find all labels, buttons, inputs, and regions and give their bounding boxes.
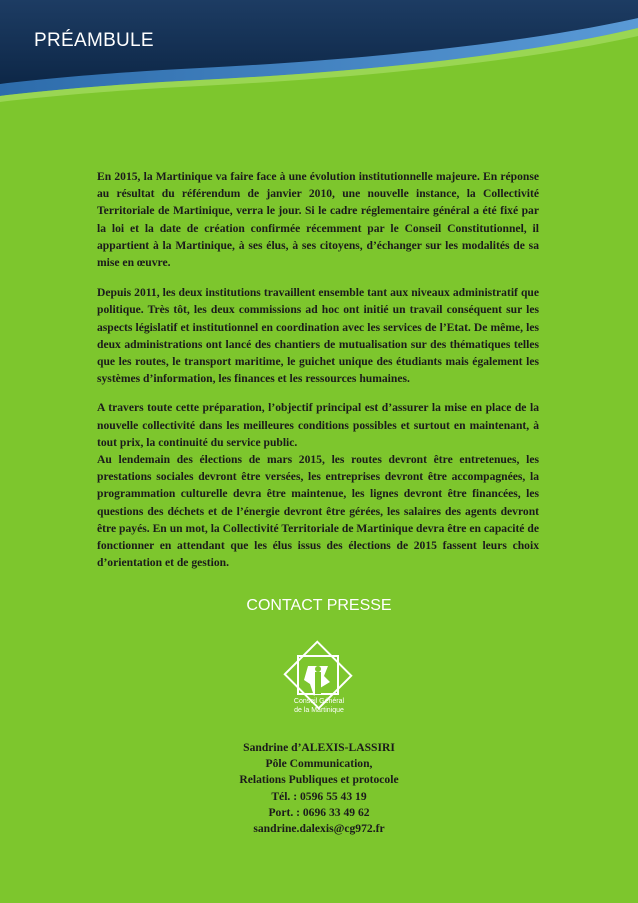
- contact-title: CONTACT PRESSE: [246, 597, 392, 614]
- header-wave-graphic: [0, 0, 638, 110]
- logo-line-1: Conseil Général: [293, 698, 345, 705]
- contact-role-1: Pôle Communication,: [265, 757, 373, 771]
- header-band: [0, 0, 638, 110]
- contact-email[interactable]: sandrine.dalexis@cg972.fr: [253, 822, 385, 836]
- paragraph-2: Depuis 2011, les deux institutions travaillent ensemble tant aux niveaux administratif que politique. Très tôt, les deux commissions ad hoc ont initié un travail conséquent sur les aspects législatif et institutionnel en coordination avec les services de l’Etat. De même, les deux administrations ont lancé des chantiers de mutualisation sur des thématiques telles que les routes, le transport maritime, le guichet unique des étudiants mais également les systèmes d’information, les finances et les ressources humaines.: [97, 286, 539, 386]
- preamble-body: [97, 168, 539, 571]
- contact-tel: Tél. : 0596 55 43 19: [271, 789, 367, 803]
- page-title: PRÉAMBULE: [34, 30, 154, 51]
- contact-details: [0, 740, 638, 837]
- paragraph-4: Au lendemain des élections de mars 2015, les routes devront être entretenues, les prestations sociales devront être versées, les entreprises devront être accompagnées, la programmation culturelle devra être maintenue, les lignes devront être financées, les questions des déchets et de l’énergie devront être gérées, les salaires des agents devront être payés. En un mot, la Collectivité Territoriale de Martinique devra être en capacité de fonctionner en attendant que les élus issus des élections de 2015 fassent leurs choix d’orientation et de gestion.: [97, 453, 539, 570]
- logo-line-2: de la Martinique: [294, 706, 344, 714]
- contact-name: Sandrine d’ALEXIS-LASSIRI: [243, 741, 395, 754]
- contact-port: Port. : 0696 33 49 62: [268, 805, 370, 819]
- paragraph-3: A travers toute cette préparation, l’objectif principal est d’assurer la mise en place de la nouvelle collectivité dans les meilleures conditions possibles et surtout en maintenant, à tout prix, la continuité du service public.: [97, 401, 539, 449]
- contact-role-2: Relations Publiques et protocole: [239, 773, 399, 787]
- paragraph-1: En 2015, la Martinique va faire face à une évolution institutionnelle majeure. En réponse au résultat du référendum de janvier 2010, une nouvelle instance, la Collectivité Territoriale de Martinique, verra le jour. Si le cadre réglementaire général a été fixé par la loi et la date de création confirmée récemment par le Conseil Constitutionnel, il appartient à la Martinique, à ses élus, à ses citoyens, d’échanger sur les modalités de sa mise en œuvre.: [97, 170, 539, 270]
- logo-caption: [0, 698, 638, 715]
